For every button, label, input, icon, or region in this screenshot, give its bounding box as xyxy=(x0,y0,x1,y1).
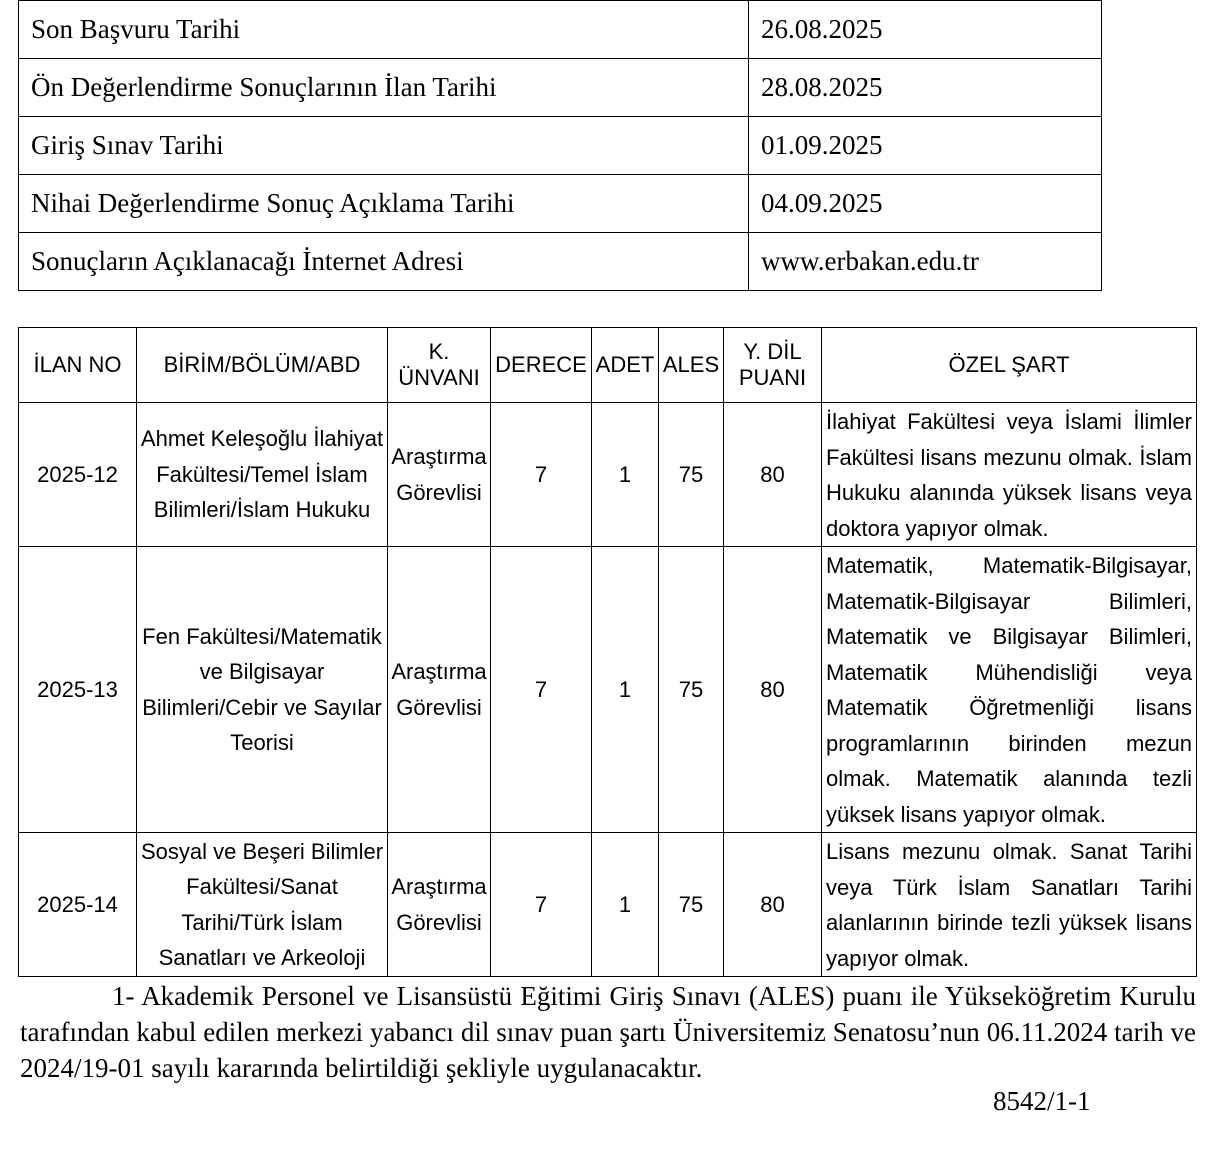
kadro-unvani: Araştırma Görevlisi xyxy=(388,833,491,977)
footnote xyxy=(20,978,1196,1086)
dil-puani: 80 xyxy=(724,547,822,833)
header-unvan: K. ÜNVANI xyxy=(388,328,491,403)
date-label: Ön Değerlendirme Sonuçlarının İlan Tarihi xyxy=(19,59,749,117)
adet: 1 xyxy=(592,403,659,547)
derece: 7 xyxy=(491,403,592,547)
date-row xyxy=(19,59,1102,117)
date-label: Son Başvuru Tarihi xyxy=(19,1,749,59)
birim-bolum: Fen Fakültesi/Matematik ve Bilgisayar Bilimleri/Cebir ve Sayılar Teorisi xyxy=(137,547,388,833)
footnote-text: Akademik Personel ve Lisansüstü Eğitimi Giriş Sınavı (ALES) puanı ile Yükseköğretim Kurulu tarafından kabul edilen merkezi yabancı dil sınav puan şartı Üniversitemiz Senatosu’nun 06.11.2024 tarih ve 2024/19-01 sayılı kararında belirtildiği şekliyle uygulanacaktır. xyxy=(20,981,1196,1083)
header-derece: DERECE xyxy=(491,328,592,403)
date-value: 04.09.2025 xyxy=(749,175,1102,233)
website-url: www.erbakan.edu.tr xyxy=(749,233,1102,291)
reference-number: 8542/1-1 xyxy=(993,1086,1091,1116)
date-value: 28.08.2025 xyxy=(749,59,1102,117)
table-row xyxy=(19,403,1197,547)
header-adet: ADET xyxy=(592,328,659,403)
date-value: 26.08.2025 xyxy=(749,1,1102,59)
table-header-row xyxy=(19,328,1197,403)
derece: 7 xyxy=(491,833,592,977)
header-dil-puani: Y. DİL PUANI xyxy=(724,328,822,403)
date-row xyxy=(19,175,1102,233)
ozel-sart: İlahiyat Fakültesi veya İslami İlimler Fakültesi lisans mezunu olmak. İslam Hukuku alanında yüksek lisans veya doktora yapıyor olmak. xyxy=(822,403,1197,547)
dil-puani: 80 xyxy=(724,833,822,977)
date-label: Sonuçların Açıklanacağı İnternet Adresi xyxy=(19,233,749,291)
ales: 75 xyxy=(659,547,724,833)
table-row xyxy=(19,547,1197,833)
ales: 75 xyxy=(659,403,724,547)
birim-bolum: Ahmet Keleşoğlu İlahiyat Fakültesi/Temel İslam Bilimleri/İslam Hukuku xyxy=(137,403,388,547)
derece: 7 xyxy=(491,547,592,833)
date-value: 01.09.2025 xyxy=(749,117,1102,175)
header-ales: ALES xyxy=(659,328,724,403)
ozel-sart: Matematik, Matematik-Bilgisayar, Matematik-Bilgisayar Bilimleri, Matematik ve Bilgisayar Bilimleri, Matematik Mühendisliği veya Matematik Öğretmenliği lisans programlarının birinden mezun olmak. Matematik alanında tezli yüksek lisans yapıyor olmak. xyxy=(822,547,1197,833)
adet: 1 xyxy=(592,547,659,833)
date-row xyxy=(19,1,1102,59)
kadro-unvani: Araştırma Görevlisi xyxy=(388,403,491,547)
date-label: Giriş Sınav Tarihi xyxy=(19,117,749,175)
table-row xyxy=(19,833,1197,977)
ilan-no: 2025-12 xyxy=(19,403,137,547)
date-row xyxy=(19,117,1102,175)
ilan-no: 2025-14 xyxy=(19,833,137,977)
birim-bolum: Sosyal ve Beşeri Bilimler Fakültesi/Sanat Tarihi/Türk İslam Sanatları ve Arkeoloji xyxy=(137,833,388,977)
dates-table xyxy=(18,0,1102,291)
positions-table xyxy=(18,327,1197,977)
adet: 1 xyxy=(592,833,659,977)
header-ozel-sart: ÖZEL ŞART xyxy=(822,328,1197,403)
date-row xyxy=(19,233,1102,291)
ozel-sart: Lisans mezunu olmak. Sanat Tarihi veya Türk İslam Sanatları Tarihi alanlarının birinde tezli yüksek lisans yapıyor olmak. xyxy=(822,833,1197,977)
date-label: Nihai Değerlendirme Sonuç Açıklama Tarihi xyxy=(19,175,749,233)
ales: 75 xyxy=(659,833,724,977)
footnote-number: 1- xyxy=(112,981,135,1011)
ilan-no: 2025-13 xyxy=(19,547,137,833)
header-ilan-no: İLAN NO xyxy=(19,328,137,403)
header-birim: BİRİM/BÖLÜM/ABD xyxy=(137,328,388,403)
dil-puani: 80 xyxy=(724,403,822,547)
kadro-unvani: Araştırma Görevlisi xyxy=(388,547,491,833)
